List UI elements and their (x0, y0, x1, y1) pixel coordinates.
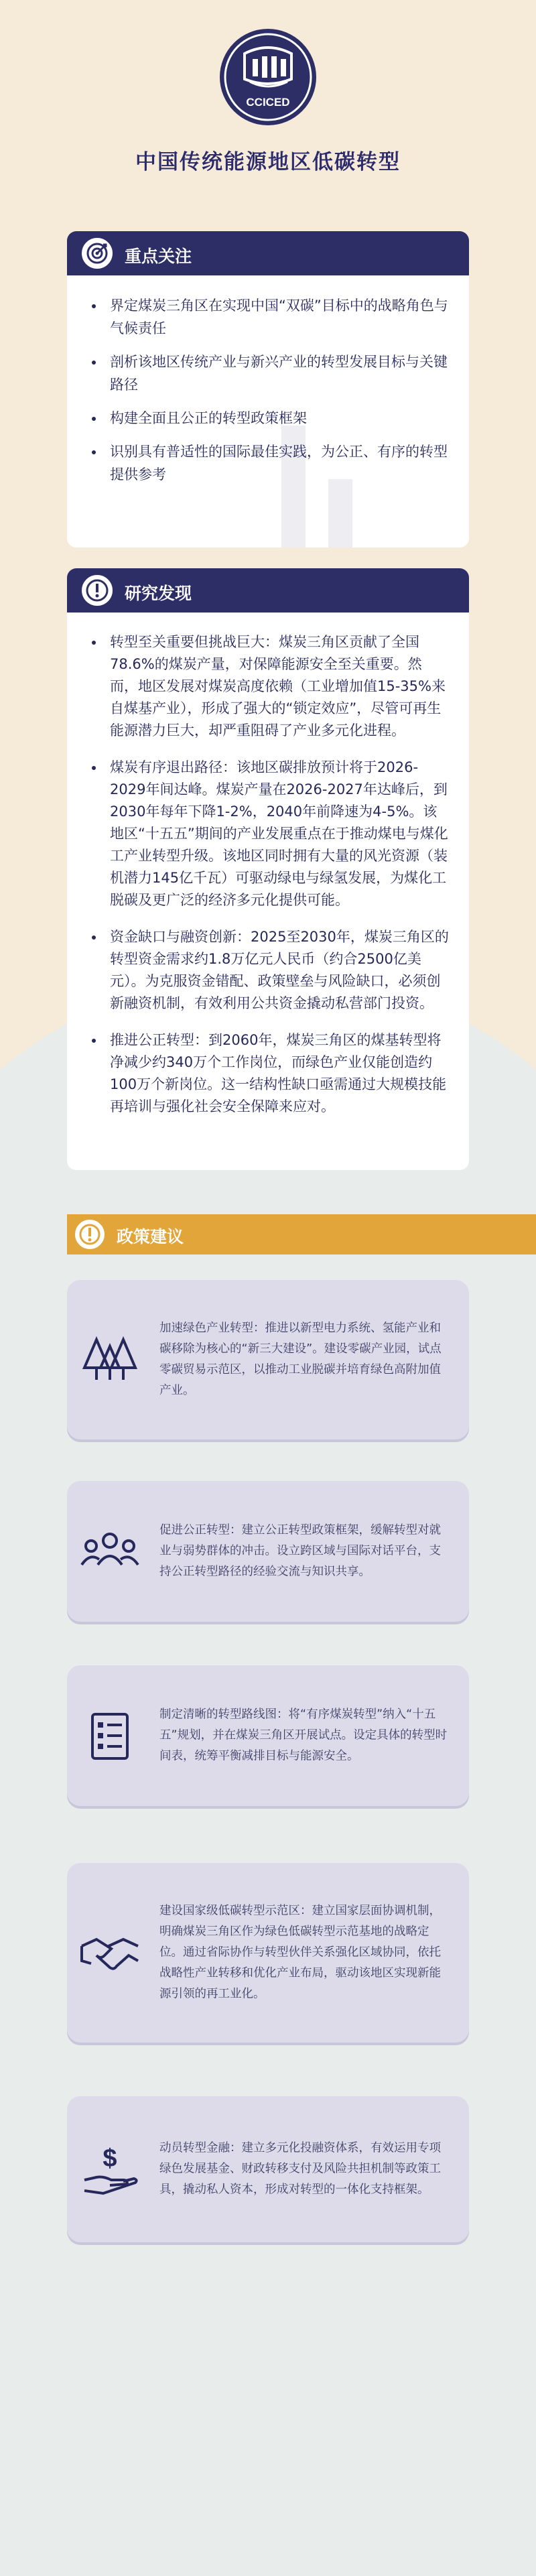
policy-text: 加速绿色产业转型：推进以新型电力系统、氢能产业和碳移除为核心的“新三大建设”。建设零碳产业园，试点零碳贸易示范区，以推动工业脱碳并培育绿色高附加值产业。 (159, 1322, 442, 1397)
policy-title: 政策建议 (117, 1227, 184, 1246)
people-icon (76, 1518, 143, 1585)
focus-title: 重点关注 (125, 247, 192, 266)
handshake-icon (76, 1919, 143, 1986)
factory-watermark (268, 385, 442, 548)
lightbulb-icon (72, 1217, 107, 1252)
focus-card-header (67, 231, 469, 275)
policy-card-demonstration-zone (67, 1863, 469, 2043)
research-item: • 煤炭有序退出路径：该地区碳排放预计将于2026-2029年间达峰。煤炭产量在2026-2027年达峰后，到2030年每年下降1-2%，2040年前降速为4-5%。该地区“十五五”期间的产业发展重点在于推动煤电与煤化工产业转型升级。该地区同时拥有大量的风光资源（装机潜力145亿千瓦）可驱动绿电与绿氢发展，为煤化工脱碳及更广泛的经济多元化提供可能。 (105, 757, 449, 911)
focus-item: • 界定煤炭三角区在实现中国“双碳”目标中的战略角色与气候责任 (105, 294, 449, 340)
focus-card (67, 231, 469, 548)
research-item: • 推进公正转型：到2060年，煤炭三角区的煤基转型将净减少约340万个工作岗位，而绿色产业仅能创造约100万个新岗位。这一结构性缺口亟需通过大规模技能再培训与强化社会安全保障来应对。 (105, 1029, 449, 1118)
policy-text: 建设国家级低碳转型示范区：建立国家层面协调机制，明确煤炭三角区作为绿色低碳转型示范基地的战略定位。通过省际协作与转型伙伴关系强化区域协同，依托战略性产业转移和优化产业布局，驱动该地区实现新能源引领的再工业化。 (159, 1904, 441, 2001)
research-item: • 转型至关重要但挑战巨大：煤炭三角区贡献了全国78.6%的煤炭产量，对保障能源安全至关重要。然而，地区发展对煤炭高度依赖（工业增加值15-35%来自煤基产业），形成了强大的“锁定效应”，尽管可再生能源潜力巨大，却严重阻碍了产业多元化进程。 (105, 631, 449, 742)
svg-text:$: $ (103, 2144, 117, 2173)
policy-card-roadmap (67, 1665, 469, 1806)
research-item: • 资金缺口与融资创新：2025至2030年，煤炭三角区的转型资金需求约1.8万亿元人民币（约合2500亿美元）。为克服资金错配、政策壁垒与风险缺口，必须创新融资机制，有效利用公共资金撬动私营部门投资。 (105, 926, 449, 1015)
focus-item: • 识别具有普适性的国际最佳实践，为公正、有序的转型提供参考 (105, 440, 449, 486)
svg-text:CCICED: CCICED (246, 96, 290, 109)
exclamation-icon (79, 572, 115, 608)
target-icon (79, 235, 115, 271)
research-title: 研究发现 (125, 584, 192, 603)
trees-icon (76, 1326, 143, 1393)
checklist-icon (76, 1702, 143, 1769)
policy-text: 促进公正转型：建立公正转型政策框架，缓解转型对就业与弱势群体的冲击。设立跨区域与国际对话平台，支持公正转型路径的经验交流与知识共享。 (159, 1523, 441, 1579)
policy-text: 动员转型金融：建立多元化投融资体系，有效运用专项绿色发展基金、财政转移支付及风险共担机制等政策工具，撬动私人资本，形成对转型的一体化支持框架。 (159, 2141, 441, 2197)
policy-card-just-transition (67, 1481, 469, 1622)
research-list (67, 613, 469, 1146)
cciced-logo (218, 27, 318, 127)
policy-text: 制定清晰的转型路线图：将“有序煤炭转型”纳入“十五五”规划，并在煤炭三角区开展试点。设定具体的转型时间表，统筹平衡减排目标与能源安全。 (159, 1708, 448, 1763)
focus-item: • 剖析该地区传统产业与新兴产业的转型发展目标与关键路径 (105, 350, 449, 396)
hand-money-icon (76, 2136, 143, 2203)
research-card-header (67, 568, 469, 613)
policy-card-green-industry (67, 1280, 469, 1439)
page-title: 中国传统能源地区低碳转型 (135, 150, 401, 174)
policy-header (67, 1214, 536, 1254)
policy-card-transition-finance (67, 2096, 469, 2242)
header (0, 27, 536, 175)
research-card (67, 568, 469, 1170)
focus-item: • 构建全面且公正的转型政策框架 (105, 407, 449, 430)
